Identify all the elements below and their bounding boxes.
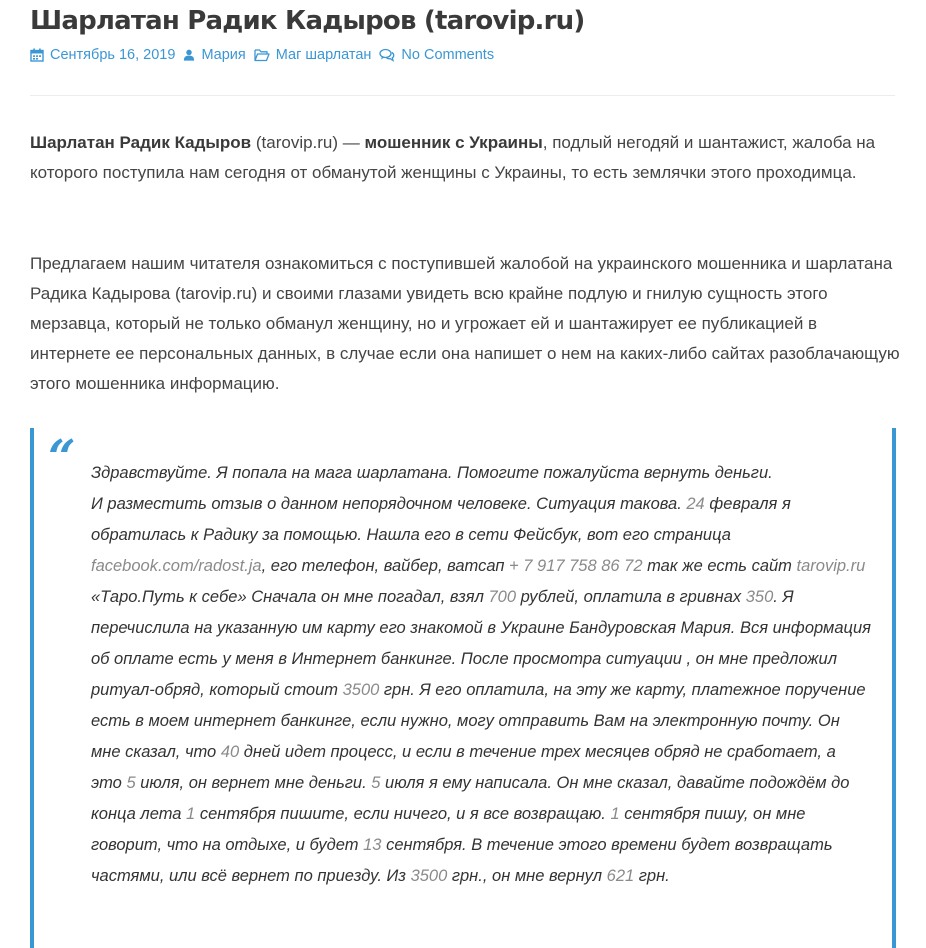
divider: [30, 95, 895, 96]
quote-number: 621: [606, 867, 635, 885]
quote-segment: , его телефон, вайбер, ватсап: [261, 557, 510, 575]
quote-number: 700: [488, 588, 517, 606]
folder-icon: [254, 48, 270, 62]
post-meta: [30, 47, 494, 63]
quote-segment: дней идет процесс, и если в течение трех месяцев обряд не сработает, а это: [91, 743, 836, 792]
post-category[interactable]: Маг шарлатан: [275, 47, 372, 63]
quote-segment: Здравствуйте. Я попала на мага шарлатана. Помогите пожалуйста вернуть деньги.: [91, 464, 773, 482]
intro-bold-name: Шарлатан Радик Кадыров: [30, 133, 252, 152]
quote-segment: сентября пишу, он мне говорит, что на отдыхе, и будет: [91, 805, 806, 854]
quote-number: 40: [220, 743, 240, 761]
post-title[interactable]: Шарлатан Радик Кадыров (tarovip.ru): [30, 6, 585, 36]
phone-number: + 7 917 758 86 72: [509, 557, 643, 575]
quote-segment: грн.: [634, 867, 670, 885]
quote-segment: И разместить отзыв о данном непорядочном человеке. Ситуация такова.: [91, 495, 687, 513]
intro-rest: , подлый негодяй и шантажист, жалоба на которого поступила нам сегодня от обманутой женщины с Украины, то есть землячки этого проходимца.: [30, 133, 876, 182]
site-link[interactable]: tarovip.ru: [796, 557, 866, 575]
quote-text: [91, 458, 871, 892]
complaint-blockquote: [30, 428, 896, 948]
quote-number: 3500: [410, 867, 448, 885]
body-paragraph: Предлагаем нашим читателя ознакомиться с поступившей жалобой на украинского мошенника и шарлатана Радика Кадырова (tarovip.ru) и своими глазами увидеть всю крайне подлую и гнилую сущность этого мерзавца, который не только обманул женщину, но и угрожает ей и шантажирует ее публикацией в интернете ее персональных данных, в случае если она напишет о нем на каких-либо сайтах разоблачающую этого мошенника информацию.: [30, 254, 900, 393]
user-icon: [183, 48, 195, 62]
quote-segment: так же есть сайт: [642, 557, 797, 575]
post-comments-link[interactable]: No Comments: [401, 47, 495, 63]
post-date[interactable]: Сентябрь 16, 2019: [50, 47, 176, 63]
quote-segment: июля, он вернет мне деньги.: [135, 774, 372, 792]
quote-number: 3500: [342, 681, 380, 699]
quote-segment: февраля я обратилась к Радику за помощью. Нашла его в сети Фейсбук, вот его страница: [91, 495, 791, 544]
quote-number: 350: [745, 588, 774, 606]
quote-number: 24: [686, 495, 705, 513]
quote-number: 13: [363, 836, 382, 854]
quote-segment: рублей, оплатила в гривнах: [516, 588, 746, 606]
quote-number: 1: [186, 805, 196, 823]
quote-segment: сентября пишите, если ничего, и я все возвращаю.: [195, 805, 611, 823]
quote-segment: сентября. В течение этого времени будет возвращать частями, или всё вернет по приезду. Из: [91, 836, 833, 885]
quote-number: 1: [610, 805, 620, 823]
post-author[interactable]: Мария: [201, 47, 246, 63]
quote-number: 5: [126, 774, 136, 792]
quote-segment: «Таро.Путь к себе» Сначала он мне погадал, взял: [91, 588, 489, 606]
quote-segment: грн., он мне вернул: [447, 867, 607, 885]
intro-bold-origin: мошенник с Украины: [364, 133, 543, 152]
quote-segment: . Я перечислила на указанную им карту его знакомой в Украине Бандуровская Мария. Вся информация об оплате есть у меня в Интернет банкинге. После просмотра ситуации , он мне предложил ритуал-обряд, который стоит: [91, 588, 871, 699]
quote-segment: июля я ему написала. Он мне сказал, давайте подождём до конца лета: [91, 774, 850, 823]
quote-number: 5: [371, 774, 381, 792]
comments-icon: [379, 48, 395, 62]
quote-segment: грн. Я его оплатила, на эту же карту, платежное поручение есть в моем интернет банкинге, если нужно, могу отправить Вам на электронную почту. Он мне сказал, что: [91, 681, 866, 761]
intro-paragraph: [30, 128, 900, 188]
intro-site: (tarovip.ru) —: [251, 133, 365, 152]
facebook-link[interactable]: facebook.com/radost.ja: [91, 557, 262, 575]
quote-mark-icon: “: [48, 430, 76, 486]
calendar-icon: [30, 48, 44, 62]
